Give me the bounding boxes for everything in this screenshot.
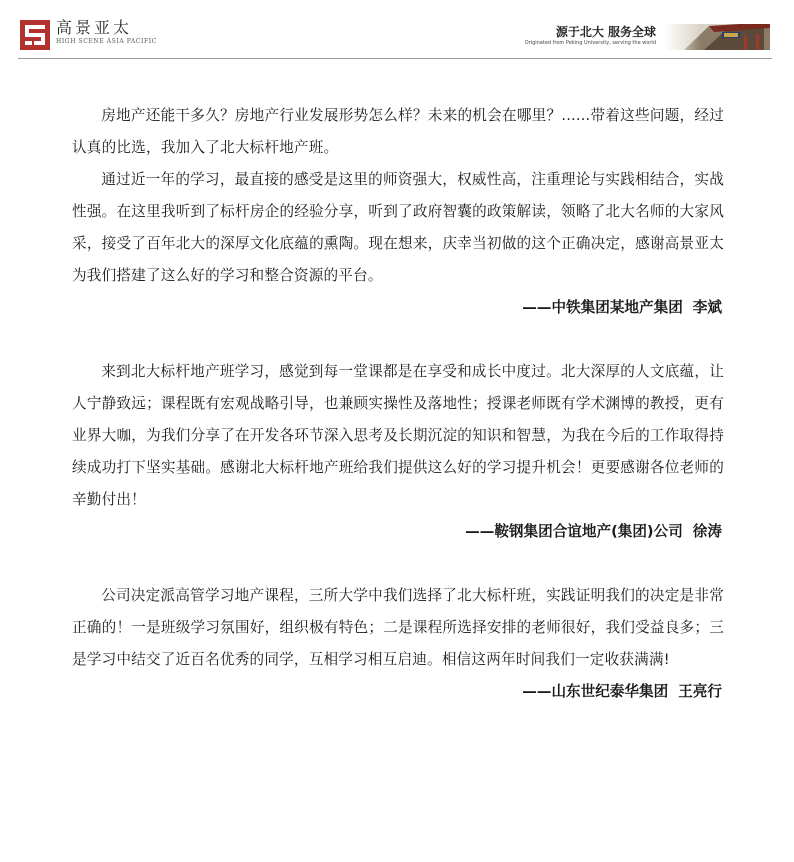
testimonial-3 <box>72 580 724 708</box>
slogan-block <box>525 25 656 47</box>
testimonial-signature <box>72 516 724 548</box>
testimonial-paragraph: 通过近一年的学习，最直接的感受是这里的师资强大，权威性高，注重理论与实践相结合，实战性强。在这里我听到了标杆房企的经验分享，听到了政府智囊的政策解读，领略了北大名师的大家风采，接受了百年北大的深厚文化底蕴的熏陶。现在想来，庆幸当初做的这个正确决定，感谢高景亚太为我们搭建了这么好的学习和整合资源的平台。 <box>72 171 724 284</box>
header-divider <box>18 58 772 59</box>
signature-name: 王亮行 <box>678 683 722 700</box>
logo-title: 高景亚太 <box>56 18 133 37</box>
peking-university-gate-image <box>664 24 770 50</box>
logo-text <box>56 19 157 46</box>
signature-name: 李斌 <box>692 299 722 316</box>
slogan-english: Originated from Peking University, serving the world <box>524 40 656 46</box>
testimonials-content <box>72 100 724 708</box>
testimonial-signature <box>72 676 724 708</box>
signature-name: 徐涛 <box>692 523 722 540</box>
page-header <box>0 0 794 60</box>
signature-org: ——鞍钢集团合谊地产(集团)公司 <box>465 523 683 540</box>
testimonial-paragraph: 公司决定派高管学习地产课程，三所大学中我们选择了北大标杆班，实践证明我们的决定是非常正确的！一是班级学习氛围好，组织极有特色；二是课程所选择安排的老师很好，我们受益良多；三是学习中结交了近百名优秀的同学，互相学习相互启迪。相信这两年时间我们一定收获满满! <box>72 587 724 668</box>
signature-org: ——中铁集团某地产集团 <box>522 299 683 316</box>
testimonial-signature <box>72 292 724 324</box>
testimonial-1 <box>72 100 724 324</box>
signature-org: ——山东世纪泰华集团 <box>522 683 669 700</box>
testimonial-paragraph: 来到北大标杆地产班学习，感觉到每一堂课都是在享受和成长中度过。北大深厚的人文底蕴，让人宁静致远；课程既有宏观战略引导，也兼顾实操性及落地性；授课老师既有学术渊博的教授，更有业界大咖，为我们分享了在开发各环节深入思考及长期沉淀的知识和智慧，为我在今后的工作取得持续成功打下坚实基础。感谢北大标杆地产班给我们提供这么好的学习提升机会！更要感谢各位老师的辛勤付出！ <box>72 363 724 508</box>
testimonial-paragraph: 房地产还能干多久？房地产行业发展形势怎么样？未来的机会在哪里？......带着这些问题，经过认真的比选，我加入了北大标杆地产班。 <box>72 107 724 156</box>
testimonial-2 <box>72 356 724 548</box>
company-logo-icon <box>20 20 50 50</box>
slogan: 源于北大 服务全球 <box>555 25 656 39</box>
logo-subtitle: HIGH SCENE ASIA PACIFIC <box>56 38 157 45</box>
